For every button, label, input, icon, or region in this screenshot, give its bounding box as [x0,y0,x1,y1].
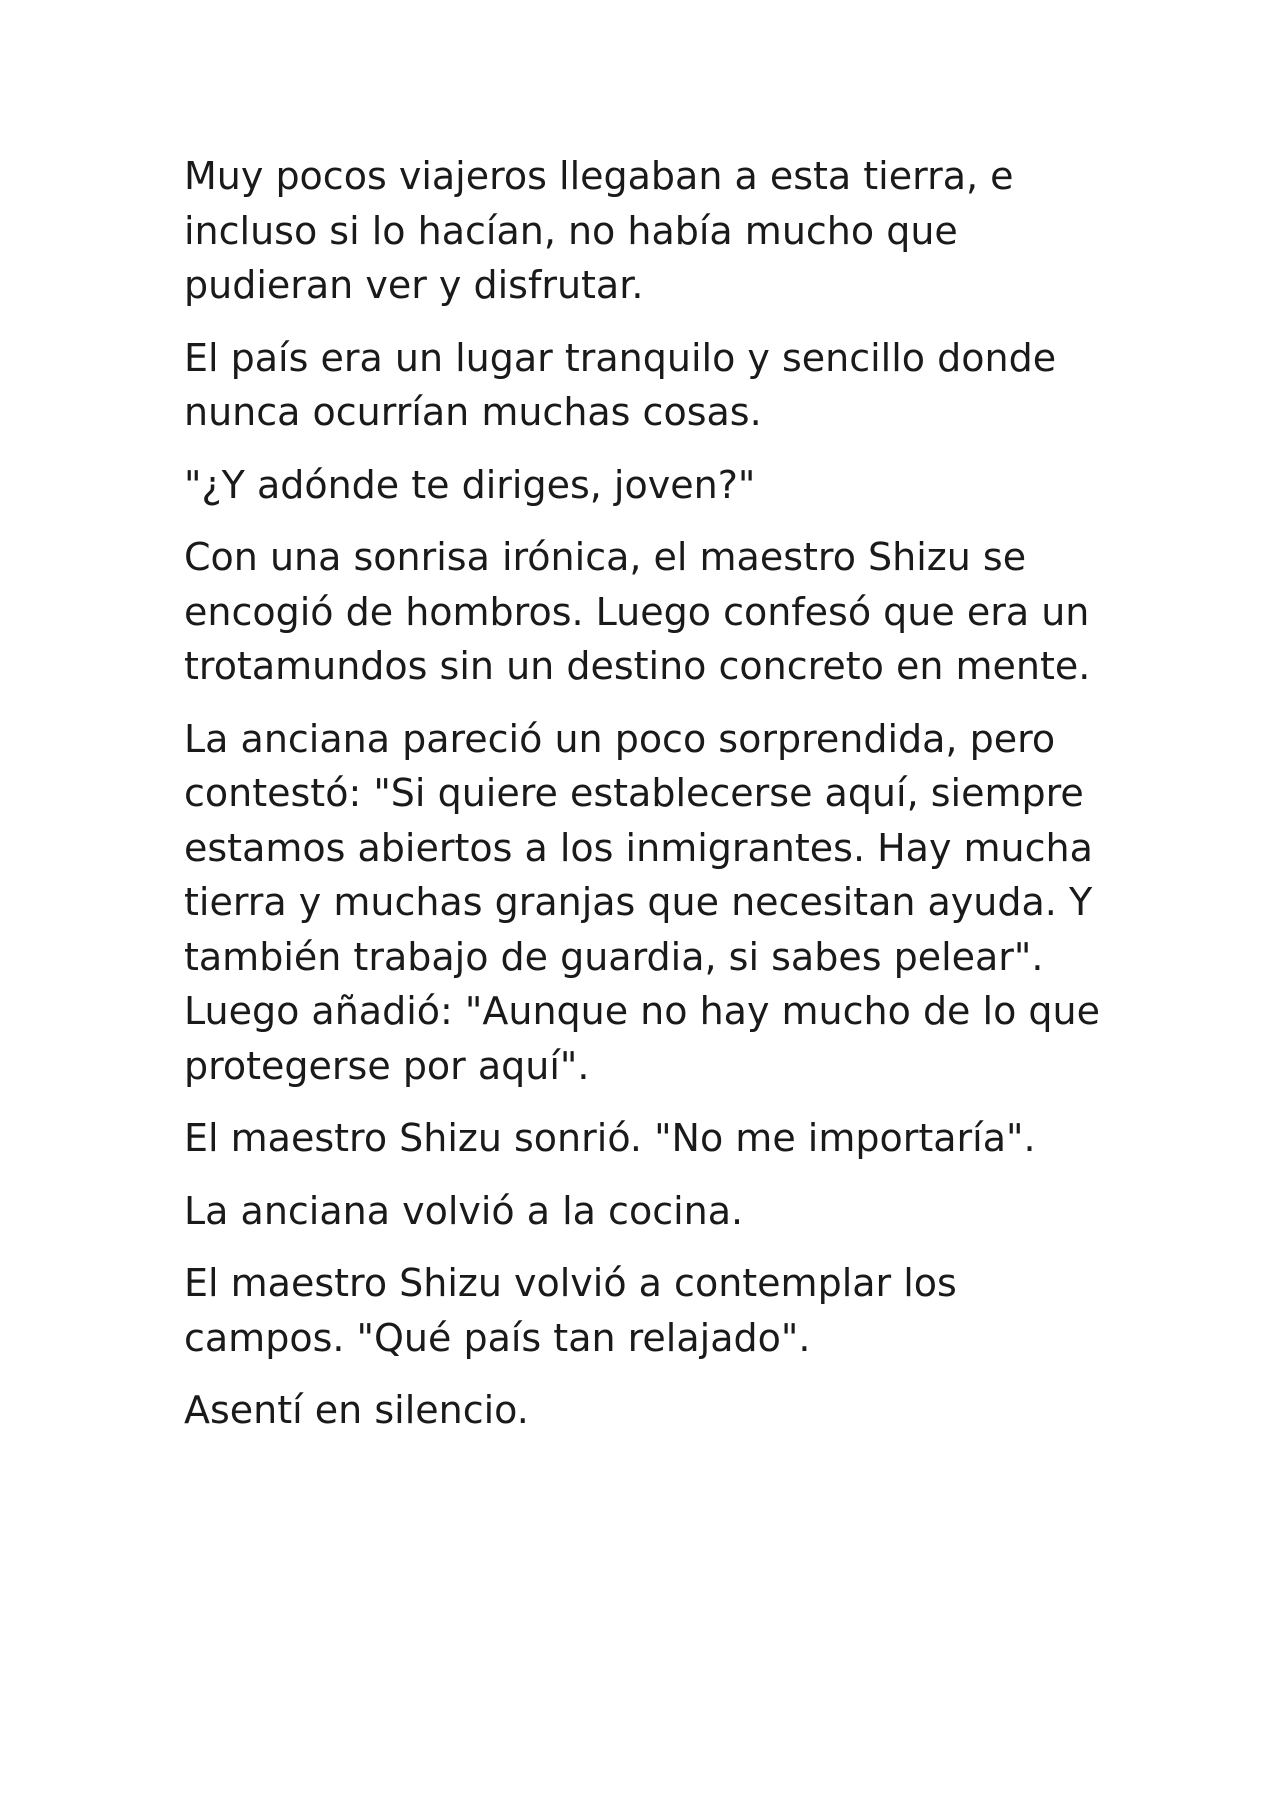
paragraph: El maestro Shizu volvió a contemplar los campos. "Qué país tan relajado". [184,1261,957,1360]
paragraph: Asentí en silencio. [184,1388,529,1432]
paragraph: "¿Y adónde te diriges, joven?" [184,462,756,507]
paragraph: Con una sonrisa irónica, el maestro Shizu se encogió de hombros. Luego confesó que era un trotamundos sin un destino concreto en mente. [184,535,1091,688]
paragraph: El país era un lugar tranquilo y sencillo donde nunca ocurrían muchas cosas. [184,335,1057,434]
paragraph: El maestro Shizu sonrió. "No me importaría". [184,1116,1036,1160]
body-text [184,149,1104,1456]
paragraph: Muy pocos viajeros llegaban a esta tierra, e incluso si lo hacían, no había mucho que pudieran ver y disfrutar. [184,154,1014,307]
paragraph: La anciana pareció un poco sorprendida, pero contestó: "Si quiere establecerse aquí, siempre estamos abiertos a los inmigrantes. Hay mucha tierra y muchas granjas que necesitan ayuda. Y también trabajo de guardia, si sabes pelear". Luego añadió: "Aunque no hay mucho de lo que protegerse por aquí". [184,716,1100,1088]
paragraph: La anciana volvió a la cocina. [184,1188,744,1233]
